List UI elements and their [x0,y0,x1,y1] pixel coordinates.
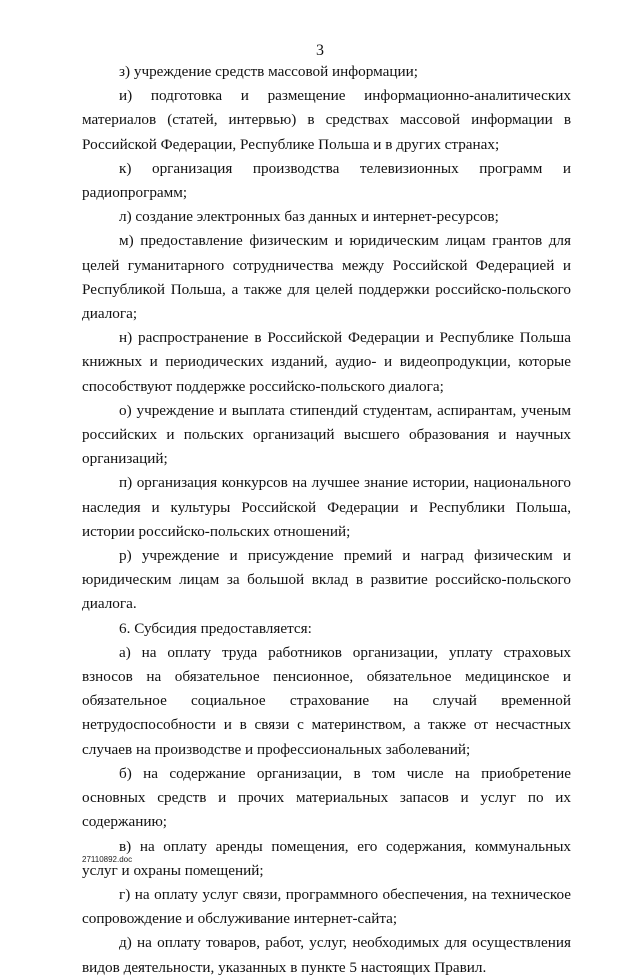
paragraph-p: п) организация конкурсов на лучшее знание истории, национального наследия и культуры Российской Федерации и Республики Польша, истории российско-польских отношений; [82,474,571,540]
paragraph-v: в) на оплату аренды помещения, его содержания, коммунальных услуг и охраны помещений; [82,837,571,879]
paragraph-d: д) на оплату товаров, работ, услуг, необходимых для осуществления видов деятельности, указанных в пункте 5 настоящих Правил. [82,934,571,976]
section-6-heading: 6. Субсидия предоставляется: [119,619,312,637]
paragraph-g: г) на оплату услуг связи, программного обеспечения, на техническое сопровождение и обслуживание интернет-сайта; [82,885,571,928]
paragraph-z: з) учреждение средств массовой информации; [119,63,418,80]
paragraph-k: к) организация производства телевизионных программ и радиопрограмм; [82,159,571,202]
footer-file-code: 27110892.doc [82,855,133,864]
paragraph-b: б) на содержание организации, в том числе на приобретение основных средств и прочих материальных запасов и услуг по их содержанию; [82,764,571,831]
paragraph-r: р) учреждение и присуждение премий и наград физическим и юридическим лицам за большой вклад в развитие российско-польского диалога. [82,547,571,613]
paragraph-l: л) создание электронных баз данных и интернет-ресурсов; [119,208,499,226]
document-body [82,60,571,980]
page-number: 3 [316,42,324,59]
paragraph-o: о) учреждение и выплата стипендий студентам, аспирантам, ученым российских и польских организаций высшего образования и научных организаций; [82,401,571,468]
paragraph-m: м) предоставление физическим и юридическим лицам грантов для целей гуманитарного сотрудничества между Российской Федерацией и Республикой Польша, а также для целей поддержки российско-польского диалога; [82,232,571,323]
paragraph-a: а) на оплату труда работников организации, уплату страховых взносов на обязательное пенсионное, обязательное медицинское и обязательное социальное страхование на случай временной нетрудоспособности и в связи с материнством, а также от несчастных случаев на производстве и профессиональных заболеваний; [82,643,571,758]
paragraph-n: н) распространение в Российской Федерации и Республике Польша книжных и периодических изданий, аудио- и видеопродукции, которые способствуют поддержке российско-польского диалога; [82,329,571,395]
paragraph-i: и) подготовка и размещение информационно-аналитических материалов (статей, интервью) в средствах массовой информации в Российской Федерации, Республике Польша и в других странах; [82,87,571,153]
